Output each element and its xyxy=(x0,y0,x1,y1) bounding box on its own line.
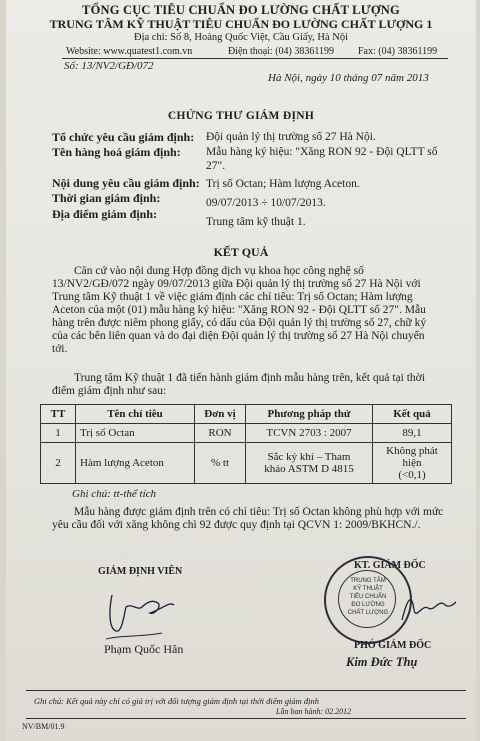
org-address: Địa chỉ: Số 8, Hoàng Quốc Việt, Cầu Giấy, Hà Nội xyxy=(134,32,348,43)
cell-method: TCVN 2703 : 2007 xyxy=(246,424,373,443)
col-header-unit: Đơn vị xyxy=(195,405,246,424)
col-header-method: Phương pháp thử xyxy=(246,405,373,424)
table-row xyxy=(41,424,452,443)
inspector-name: Phạm Quốc Hân xyxy=(104,642,184,656)
cell-tt: 2 xyxy=(41,443,76,484)
stamp-text: KỸ THUẬT xyxy=(353,586,383,592)
basis-line: Aceton của một (01) mẫu hàng ký hiệu: "Xăng RON 92 - Đội QLTT số 27". Mẫu xyxy=(52,304,426,316)
method-line: Sắc ký khí – Tham xyxy=(267,451,351,463)
cell-result: 89,1 xyxy=(373,424,452,443)
org-phone: Điện thoại: (04) 38361199 xyxy=(228,46,335,57)
conclusion-line: Mẫu hàng được giám định trên có chỉ tiêu: Trị số Octan không phù hợp với mức xyxy=(74,506,444,518)
conclusion-line: yêu cầu đối với xăng không chì 92 được quy định tại QCVN 1: 2009/BKHCN./. xyxy=(52,519,421,531)
inspector-title: GIÁM ĐỊNH VIÊN xyxy=(98,566,183,577)
header-divider xyxy=(62,58,448,59)
goods-label: Tên hàng hoá giám định: xyxy=(52,145,181,159)
org-fax: Fax: (04) 38361199 xyxy=(358,46,438,57)
cell-tt: 1 xyxy=(41,424,76,443)
stamp-text: TRUNG TÂM xyxy=(350,578,386,584)
col-header-name: Tên chỉ tiêu xyxy=(76,405,195,424)
requester-label: Tổ chức yêu cầu giám định: xyxy=(52,130,195,144)
cell-name: Trị số Octan xyxy=(76,424,195,443)
goods-value: Mẫu hàng ký hiệu: "Xăng RON 92 - Đội QLTT số xyxy=(206,146,438,158)
period-value: 09/07/2013 ÷ 10/07/2013. xyxy=(206,197,326,209)
cell-name: Hàm lượng Aceton xyxy=(76,443,195,484)
issue-date: Hà Nội, ngày 10 tháng 07 năm 2013 xyxy=(268,72,429,84)
method-line: khảo ASTM D 4815 xyxy=(264,463,354,475)
result-line: Không phát hiện xyxy=(386,445,438,469)
requester-value: Đội quản lý thị trường số 27 Hà Nội. xyxy=(206,131,376,143)
basis-line: 13/NV2/GĐ/072 ngày 09/07/2013 giữa Đội quản lý thị trường số 27 Hà Nội với xyxy=(52,278,421,290)
director-signature-icon xyxy=(398,590,458,630)
basis-line: của các bên liên quan và do đại diện Đội quản lý thị trường số 27 Hà Nội chuyển xyxy=(52,330,425,342)
cell-method xyxy=(246,443,373,484)
org-name-line1: TỔNG CỤC TIÊU CHUẨN ĐO LƯỜNG CHẤT LƯỢNG xyxy=(82,3,400,17)
basis-line: Trung tâm Kỹ thuật 1 về việc giám định các chỉ tiêu: Trị số Octan; Hàm lượng xyxy=(52,291,413,303)
basis-line: Căn cứ vào nội dung Hợp đồng dịch vụ khoa học công nghệ số xyxy=(74,265,364,277)
document-number: Số: 13/NV2/GĐ/072 xyxy=(64,60,154,72)
cell-result xyxy=(373,443,452,484)
certificate-page xyxy=(6,0,476,741)
conclusion-paragraph xyxy=(52,506,452,532)
cell-unit: % tt xyxy=(195,443,246,484)
document-title: CHỨNG THƯ GIÁM ĐỊNH xyxy=(167,110,315,122)
intro-line: Trung tâm Kỹ thuật 1 đã tiến hành giám định mẫu hàng trên, kết quả tại thời xyxy=(74,372,425,384)
period-label: Thời gian giám định: xyxy=(52,191,161,205)
org-website: Website: www.quatest1.com.vn xyxy=(66,46,193,57)
form-number: NV/BM/01.9 xyxy=(22,722,65,731)
stamp-text: ĐO LƯỜNG xyxy=(351,602,385,608)
col-header-tt: TT xyxy=(41,405,76,424)
result-line: (<0,1) xyxy=(398,469,426,481)
org-name-line2: TRUNG TÂM KỸ THUẬT TIÊU CHUẨN ĐO LƯỜNG CHẤT LƯỢNG 1 xyxy=(49,17,433,31)
table-header-row xyxy=(41,405,452,424)
goods-value-cont: 27". xyxy=(206,160,226,172)
basis-line: tới. xyxy=(52,343,68,355)
footer-note: Ghi chú: Kết quả này chỉ có giá trị với đối tượng giám định tại thời điểm giám định xyxy=(34,696,320,706)
deputy-name: Kim Đức Thụ xyxy=(346,655,418,669)
table-note: Ghi chú: tt-thể tích xyxy=(72,488,157,500)
col-header-result: Kết quả xyxy=(373,405,452,424)
stamp-text: CHẤT LƯỢNG xyxy=(347,610,389,616)
basis-paragraph xyxy=(52,265,452,356)
intro-line: điểm giám định như sau: xyxy=(52,385,167,397)
basis-line: hàng trên được niêm phong giấy, có dấu của Đội quản lý thị trường số 27, chữ ký xyxy=(52,317,427,329)
location-value: Trung tâm kỹ thuật 1. xyxy=(206,216,306,228)
inspector-signature-icon xyxy=(102,585,182,645)
stamp-text: TIÊU CHUẨN xyxy=(349,594,387,600)
footer-version: Lần ban hành: 02.2012 xyxy=(276,707,352,716)
footer-divider-2 xyxy=(26,718,466,719)
scope-label: Nội dung yêu cầu giám định: xyxy=(52,176,200,190)
location-label: Địa điểm giám định: xyxy=(52,207,158,221)
table-row xyxy=(41,443,452,484)
cell-unit: RON xyxy=(195,424,246,443)
results-intro xyxy=(52,372,452,398)
result-heading: KẾT QUẢ xyxy=(213,245,269,259)
results-table xyxy=(40,404,452,484)
deputy-title: PHÓ GIÁM ĐỐC xyxy=(354,640,432,651)
director-title: KT. GIÁM ĐỐC xyxy=(354,560,426,571)
footer-divider xyxy=(26,690,466,691)
scope-value: Trị số Octan; Hàm lượng Aceton. xyxy=(206,178,360,190)
